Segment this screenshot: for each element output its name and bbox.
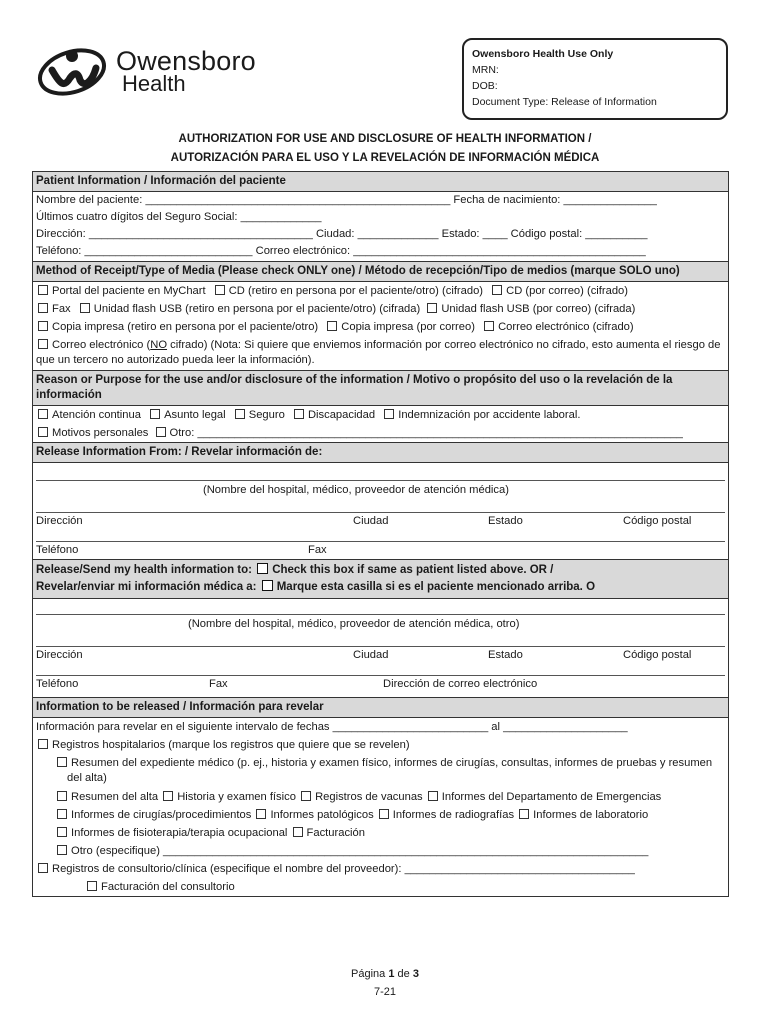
lab-reports-label: Informes de laboratorio [533, 809, 649, 821]
same-as-patient-label-en: Check this box if same as patient listed above. OR / [272, 564, 554, 576]
cd-mail-checkbox[interactable] [492, 285, 502, 295]
pathology-reports-checkbox[interactable] [256, 809, 266, 819]
disability-checkbox[interactable] [294, 409, 304, 419]
immunization-checkbox[interactable] [301, 791, 311, 801]
form-title-en: AUTHORIZATION FOR USE AND DISCLOSURE OF HEALTH INFORMATION / [178, 133, 592, 145]
same-as-patient-label-es: Marque esta casilla si es el paciente mencionado arriba. O [276, 581, 596, 593]
personal-label: Motivos personales [52, 427, 149, 439]
to-cp-label: Código postal [623, 649, 692, 661]
phone-email-row[interactable]: Teléfono: ___________________________ Correo electrónico: _______________________________________________ [36, 245, 646, 257]
use-only-title: Owensboro Health Use Only [472, 48, 614, 60]
disability-label: Discapacidad [307, 409, 376, 421]
insurance-label: Seguro [248, 409, 285, 421]
discharge-summary-label: Resumen del alta [71, 791, 159, 803]
history-physical-checkbox[interactable] [163, 791, 173, 801]
legal-label: Asunto legal [164, 409, 226, 421]
paper-pickup-checkbox[interactable] [38, 321, 48, 331]
email-encrypted-checkbox[interactable] [484, 321, 494, 331]
to-estado-label: Estado [488, 649, 523, 661]
clinic-billing-checkbox[interactable] [87, 881, 97, 891]
hospital-records-label: Registros hospitalarios (marque los registros que quiere que se revelen) [52, 739, 410, 751]
medical-summary-label: Resumen del expediente médico (p. ej., historia y examen físico, informes de cirugías, consultas, informes de pruebas y resumen del alta) [67, 757, 713, 784]
from-fax-label: Fax [308, 544, 327, 556]
billing-checkbox[interactable] [293, 827, 303, 837]
release-from-phone-captions [33, 542, 728, 559]
logo-name-line1: Owensboro [116, 46, 256, 76]
same-as-patient-checkbox-es[interactable] [262, 580, 273, 591]
other-records-field[interactable]: Otro (especifique) ______________________________________________________________________________ [71, 845, 649, 857]
page-number [0, 968, 770, 980]
release-to-name-line[interactable] [36, 599, 725, 615]
release-from-name-line[interactable] [36, 463, 725, 481]
release-to-title-es: Revelar/enviar mi información médica a: [36, 581, 257, 593]
to-email-label: Dirección de correo electrónico [383, 678, 538, 690]
clinic-billing-label: Facturación del consultorio [101, 881, 235, 893]
continuing-care-label: Atención continua [52, 409, 141, 421]
use-only-box [462, 38, 728, 120]
paper-pickup-label: Copia impresa (retiro en persona por el paciente/otro) [52, 321, 319, 333]
usb-pickup-checkbox[interactable] [80, 303, 90, 313]
therapy-reports-checkbox[interactable] [57, 827, 67, 837]
discharge-summary-checkbox[interactable] [57, 791, 67, 801]
workers-comp-checkbox[interactable] [384, 409, 394, 419]
reason-header: Reason or Purpose for the use and/or disclosure of the information / Motivo o propósito del uso o la revelación de la información [33, 370, 728, 406]
to-ciudad-label: Ciudad [353, 649, 389, 661]
release-from-header: Release Information From: / Revelar información de: [33, 442, 728, 463]
mrn-field[interactable]: MRN: [472, 64, 499, 76]
release-from-address-captions [33, 513, 728, 530]
continuing-care-checkbox[interactable] [38, 409, 48, 419]
emergency-reports-label: Informes del Departamento de Emergencias [441, 791, 662, 803]
release-from-phone-line[interactable] [36, 530, 725, 542]
page-total: 3 [412, 968, 419, 980]
legal-checkbox[interactable] [150, 409, 160, 419]
release-to-address-captions [33, 647, 728, 664]
radiology-reports-label: Informes de radiografías [392, 809, 515, 821]
usb-mail-checkbox[interactable] [427, 303, 437, 313]
email-encrypted-label: Correo electrónico (cifrado) [498, 321, 634, 333]
usb-mail-label: Unidad flash USB (por correo) (cifrada) [441, 303, 636, 315]
immunization-label: Registros de vacunas [315, 791, 423, 803]
patient-name-dob-row[interactable]: Nombre del paciente: _________________________________________________ Fecha de nacimiento: _______________ [36, 194, 657, 206]
page-current: 1 [388, 968, 395, 980]
mychart-checkbox[interactable] [38, 285, 48, 295]
to-telefono-label: Teléfono [36, 678, 79, 690]
emergency-reports-checkbox[interactable] [428, 791, 438, 801]
clinic-records-field[interactable]: Registros de consultorio/clínica (especifique el nombre del proveedor): _____________________________________ [52, 863, 635, 875]
mychart-label: Portal del paciente en MyChart [52, 285, 206, 297]
from-direccion-label: Dirección [36, 515, 83, 527]
date-range-row[interactable]: Información para revelar en el siguiente intervalo de fechas _________________________ al ____________________ [36, 721, 628, 733]
method-header: Method of Receipt/Type of Media (Please check ONLY one) / Método de recepción/Tipo de medios (marque SOLO uno) [33, 261, 728, 282]
page-prefix: Página [351, 968, 389, 980]
authorization-form [32, 171, 729, 897]
same-as-patient-checkbox-en[interactable] [257, 563, 268, 574]
release-to-address-line[interactable] [36, 633, 725, 647]
release-from-name-caption: (Nombre del hospital, médico, proveedor de atención médica) [203, 484, 509, 496]
from-estado-label: Estado [488, 515, 523, 527]
lab-reports-checkbox[interactable] [519, 809, 529, 819]
personal-checkbox[interactable] [38, 427, 48, 437]
form-title-es: AUTORIZACIÓN PARA EL USO Y LA REVELACIÓN DE INFORMACIÓN MÉDICA [170, 152, 600, 164]
email-unencrypted-checkbox[interactable] [38, 339, 48, 349]
dob-field[interactable]: DOB: [472, 80, 498, 92]
cd-pickup-checkbox[interactable] [215, 285, 225, 295]
usb-pickup-label: Unidad flash USB (retiro en persona por el paciente/otro) (cifrada) [93, 303, 421, 315]
clinic-records-checkbox[interactable] [38, 863, 48, 873]
address-row[interactable]: Dirección: ____________________________________ Ciudad: _____________ Estado: ____ Código postal: __________ [36, 228, 648, 240]
paper-mail-checkbox[interactable] [327, 321, 337, 331]
fax-label: Fax [52, 303, 71, 315]
release-to-phone-line[interactable] [36, 664, 725, 676]
therapy-reports-label: Informes de fisioterapia/terapia ocupacional [71, 827, 288, 839]
history-physical-label: Historia y examen físico [177, 791, 296, 803]
fax-checkbox[interactable] [38, 303, 48, 313]
release-to-phone-captions [33, 676, 728, 697]
owensboro-health-logo [34, 44, 274, 96]
page-of: de [394, 968, 413, 980]
document-type: Document Type: Release of Information [472, 96, 657, 108]
hospital-records-checkbox[interactable] [38, 739, 48, 749]
info-release-header: Information to be released / Información para revelar [33, 697, 728, 718]
pathology-reports-label: Informes patológicos [270, 809, 374, 821]
insurance-checkbox[interactable] [235, 409, 245, 419]
surgery-reports-checkbox[interactable] [57, 809, 67, 819]
medical-summary-checkbox[interactable] [57, 757, 67, 767]
billing-label: Facturación [306, 827, 365, 839]
radiology-reports-checkbox[interactable] [379, 809, 389, 819]
release-to-title-en: Release/Send my health information to: [36, 564, 252, 576]
release-from-address-line[interactable] [36, 499, 725, 513]
surgery-reports-label: Informes de cirugías/procedimientos [71, 809, 252, 821]
patient-info-header: Patient Information / Información del paciente [33, 172, 728, 192]
ssn-row[interactable]: Últimos cuatro dígitos del Seguro Social: _____________ [36, 211, 322, 223]
revision-date: 7-21 [373, 986, 397, 998]
owensboro-health-logo-icon [34, 44, 114, 96]
email-unencrypted-label-b: cifrado) (Nota: Si quiere que enviemos información por correo electrónico no cifrado, esto aumenta el riesgo de que un tercero no autorizado pueda leer la información). [36, 339, 721, 366]
to-direccion-label: Dirección [36, 649, 83, 661]
from-ciudad-label: Ciudad [353, 515, 389, 527]
workers-comp-label: Indemnización por accidente laboral. [398, 409, 581, 421]
email-unencrypted-no: NO [150, 339, 168, 351]
from-cp-label: Código postal [623, 515, 692, 527]
email-unencrypted-label-a: Correo electrónico ( [52, 339, 151, 351]
cd-mail-label: CD (por correo) (cifrado) [506, 285, 629, 297]
from-telefono-label: Teléfono [36, 544, 79, 556]
to-fax-label: Fax [209, 678, 228, 690]
other-reason-field[interactable]: Otro: ______________________________________________________________________________ [169, 427, 683, 439]
other-reason-checkbox[interactable] [156, 427, 166, 437]
release-to-name-caption: (Nombre del hospital, médico, proveedor de atención médica, otro) [188, 618, 520, 630]
cd-pickup-label: CD (retiro en persona por el paciente/otro) (cifrado) [228, 285, 484, 297]
paper-mail-label: Copia impresa (por correo) [341, 321, 475, 333]
other-records-checkbox[interactable] [57, 845, 67, 855]
release-to-header [33, 559, 728, 599]
logo-name-line2: Health [122, 71, 186, 96]
